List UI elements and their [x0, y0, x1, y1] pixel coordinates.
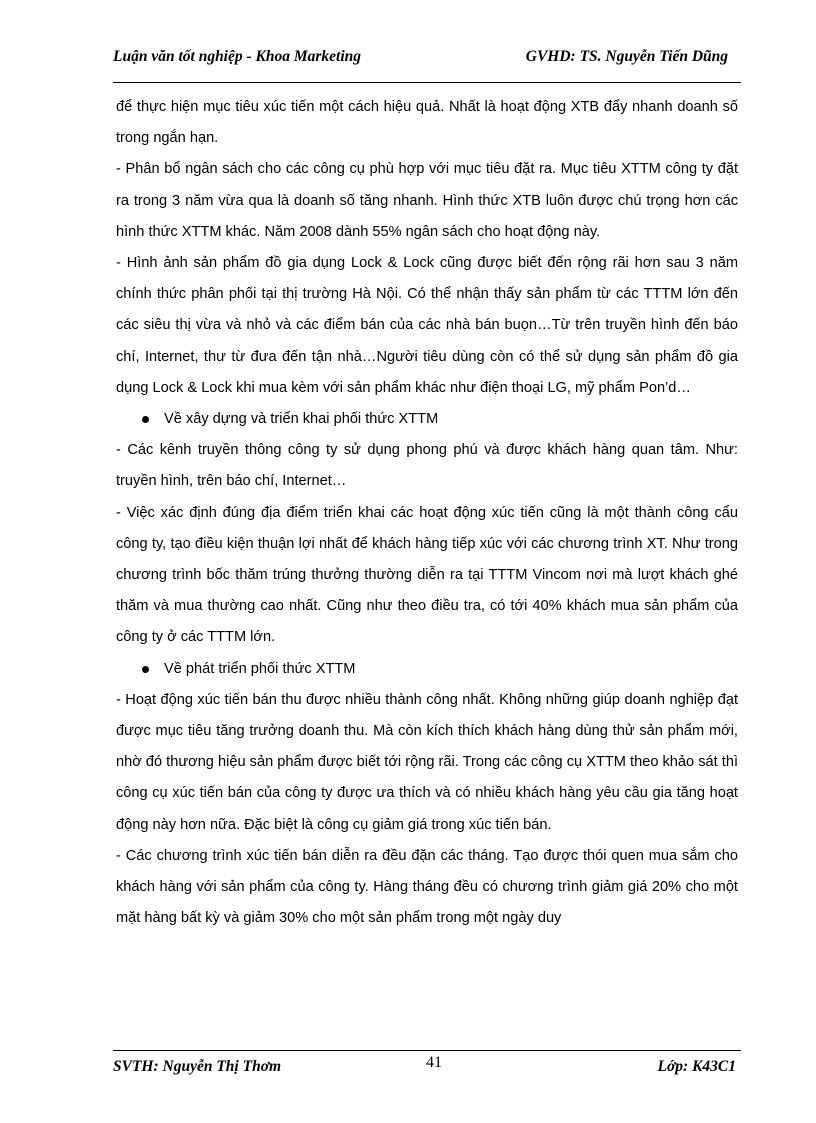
footer-class: Lớp: K43C1 — [657, 1058, 736, 1075]
footer-student: SVTH: Nguyễn Thị Thơm — [113, 1058, 282, 1075]
bullet-item — [116, 404, 738, 435]
footer-divider — [113, 1050, 741, 1051]
header-supervisor: GVHD: TS. Nguyễn Tiến Dũng — [525, 48, 728, 65]
bullet-icon — [142, 416, 149, 423]
header-thesis-title: Luận văn tốt nghiệp - Khoa Marketing — [113, 48, 362, 65]
page-number: 41 — [426, 1054, 442, 1071]
page-header — [113, 48, 740, 72]
paragraph: - Các kênh truyền thông công ty sử dụng phong phú và được khách hàng quan tâm. Như: truyền hình, trên báo chí, Internet… — [116, 442, 738, 490]
bullet-text: Về phát triển phối thức XTTM — [164, 660, 356, 677]
paragraph: - Hoạt động xúc tiến bán thu được nhiều thành công nhất. Không những giúp doanh nghiệp đạt được mục tiêu tăng trưởng doanh thu. Mà còn kích thích khách hàng dùng thử sản phẩm mới, nhờ đó thương hiệu sản phẩm được biết tới rộng rãi. Trong các công cụ XTTM theo khảo sát thì công cụ xúc tiến bán của công ty được ưa thích và có nhiều khách hàng yêu cầu gia tăng hoạt động này hơn nữa. Đặc biệt là công cụ giảm giá trong xúc tiến bán. — [116, 691, 738, 833]
header-divider — [113, 82, 741, 83]
paragraph: - Hình ảnh sản phẩm đồ gia dụng Lock & Lock cũng được biết đến rộng rãi hơn sau 3 năm chính thức phân phối tại thị trường Hà Nội. Có thể nhận thấy sản phẩm từ các TTTM lớn đến các siêu thị vừa và nhỏ và các điểm bán của các nhà bán buọn…Từ trên truyền hình đến báo chí, Internet, thư từ đưa đến tận nhà…Người tiêu dùng còn có thể sử dụng sản phẩm đồ gia dụng Lock & Lock khi mua kèm với sản phẩm khác như điện thoại LG, mỹ phẩm Pon’d… — [116, 255, 738, 396]
bullet-item — [116, 654, 738, 685]
paragraph: để thực hiện mục tiêu xúc tiến một cách hiệu quả. Nhất là hoạt động XTB đẩy nhanh doanh số trong ngắn hạn. — [116, 99, 738, 147]
bullet-icon — [142, 666, 149, 673]
page-footer — [113, 1054, 740, 1078]
bullet-text: Về xây dựng và triển khai phối thức XTTM — [164, 411, 439, 428]
page-body — [116, 92, 738, 934]
paragraph: - Các chương trình xúc tiến bán diễn ra đều đặn các tháng. Tạo được thói quen mua sắm cho khách hàng với sản phẩm của công ty. Hàng tháng đều có chương trình giảm giá 20% cho một mặt hàng bất kỳ và giảm 30% cho một sản phẩm trong một ngày duy — [116, 847, 738, 927]
paragraph: - Việc xác định đúng địa điểm triển khai các hoạt động xúc tiến cũng là một thành công cẩu công ty, tạo điều kiện thuận lợi nhất để khách hàng tiếp xúc với các chương trình XT. Như trong chương trình bốc thăm trúng thưởng thường diễn ra tại TTTM Vincom nơi mà lượt khách ghé thăm và mua thường cao nhất. Cũng như theo điều tra, có tới 40% khách mua sản phẩm của công ty ở các TTTM lớn. — [116, 504, 738, 646]
paragraph: - Phân bổ ngân sách cho các công cụ phù hợp với mục tiêu đặt ra. Mục tiêu XTTM công ty đặt ra trong 3 năm vừa qua là doanh số tăng nhanh. Hình thức XTB luôn được chú trọng hơn các hình thức XTTM khác. Năm 2008 dành 55% ngân sách cho hoạt động này. — [116, 161, 738, 240]
